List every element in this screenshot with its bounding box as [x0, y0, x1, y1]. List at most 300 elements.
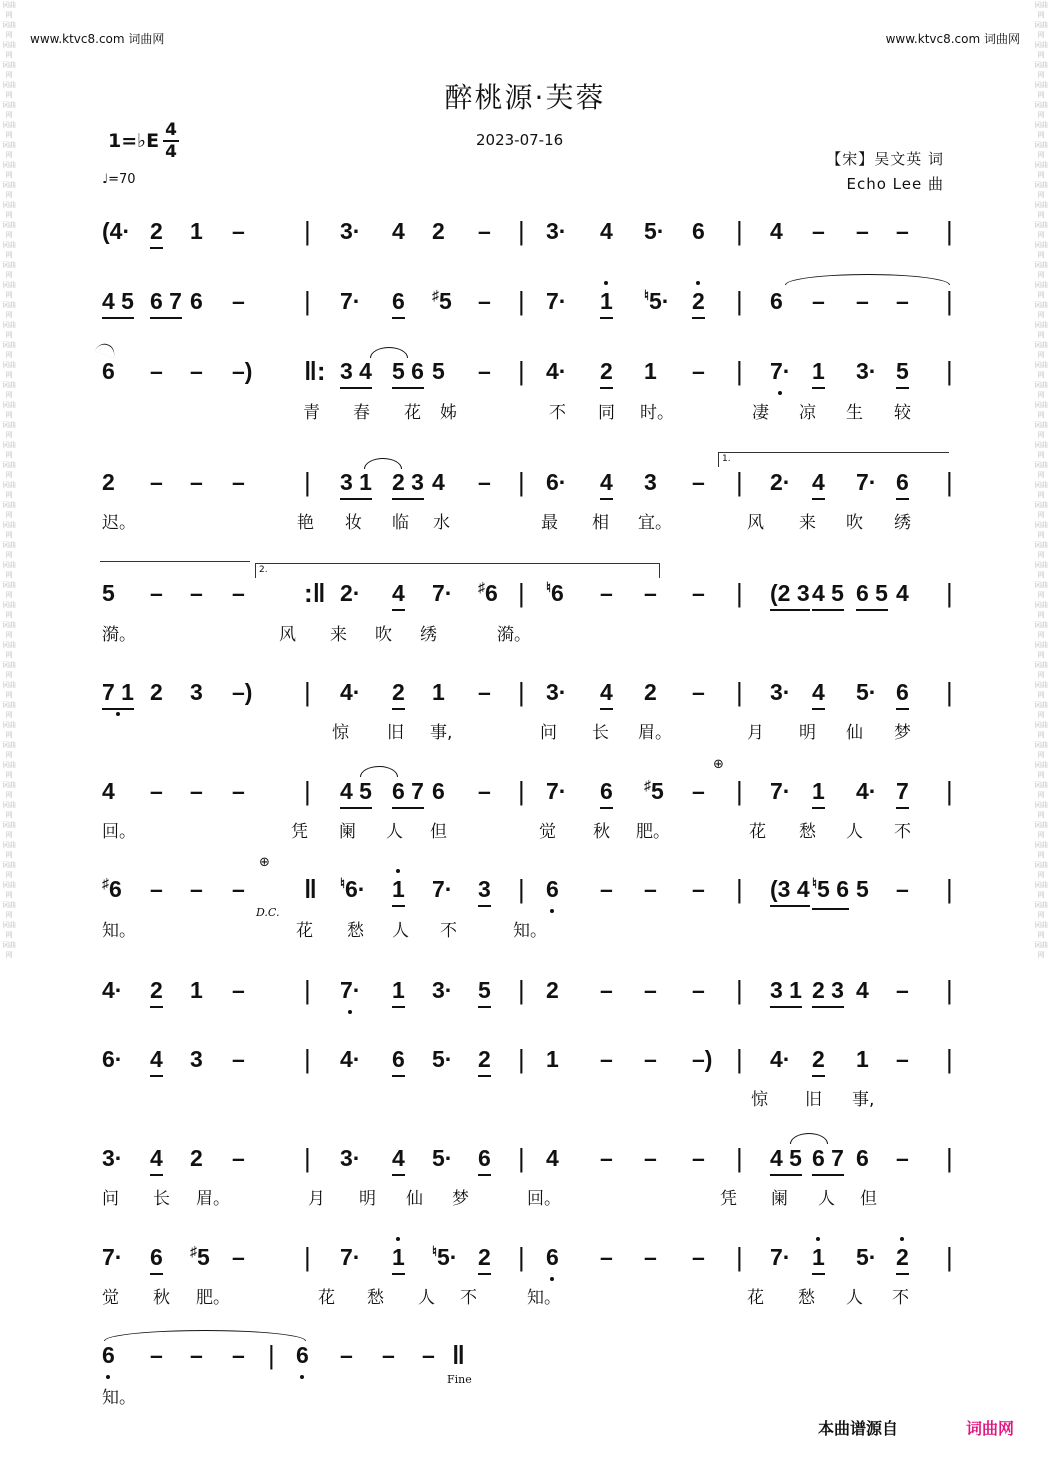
barline: |	[946, 356, 953, 386]
note: 3·	[770, 679, 791, 705]
lyric-syllable: 愁	[367, 1288, 384, 1308]
lyric-syllable: 艳	[297, 513, 314, 533]
note: 2	[150, 679, 163, 705]
note: –	[232, 1244, 245, 1270]
barline: |	[304, 776, 311, 806]
lyric-syllable: 临	[392, 513, 409, 533]
note: 4·	[770, 1046, 791, 1072]
barline: |	[304, 1242, 311, 1272]
site-link-left[interactable]: www.ktvc8.com 词曲网	[30, 32, 165, 46]
note: 2	[102, 469, 115, 495]
lyric-line	[0, 398, 1050, 422]
note: 5 6	[392, 356, 424, 386]
note: –	[644, 580, 657, 606]
barline: |	[736, 467, 743, 497]
note: 3·	[432, 977, 453, 1003]
note: –	[896, 288, 909, 314]
barline: |	[736, 776, 743, 806]
lyric-syllable: 问	[540, 723, 557, 743]
lyric-syllable: 不	[892, 1288, 909, 1308]
note: 2·	[340, 580, 361, 606]
note: 2	[478, 1044, 491, 1074]
note: 6	[296, 1340, 309, 1370]
note: 2	[600, 356, 613, 386]
first-ending-line	[100, 561, 250, 562]
note: –	[232, 1145, 245, 1171]
barline: :‖	[304, 578, 326, 608]
lyric-syllable: 事,	[852, 1090, 875, 1110]
note: 3·	[546, 218, 567, 244]
barline: |	[304, 286, 311, 316]
note: 7·	[546, 778, 567, 804]
notation-row	[0, 467, 1050, 503]
note: ♯5	[190, 1243, 210, 1270]
lyric-syllable: 最	[541, 513, 558, 533]
lyric-syllable: 愁	[798, 1288, 815, 1308]
note: –	[600, 876, 613, 902]
note: 5·	[432, 1145, 453, 1171]
slur	[360, 766, 398, 777]
lyric-line	[0, 1085, 1050, 1109]
note: –	[232, 876, 245, 902]
slur	[364, 458, 402, 469]
note: 1	[392, 874, 405, 904]
lyric-syllable: 凭	[720, 1189, 737, 1209]
lyric-syllable: 来	[330, 625, 347, 645]
note: 6	[896, 467, 909, 497]
lyric-syllable: 眉。	[196, 1189, 230, 1209]
note: –)	[232, 358, 253, 384]
lyric-syllable: 迟。	[102, 513, 136, 533]
source-label: 本曲谱源自	[818, 1419, 899, 1438]
lyric-syllable: 知。	[527, 1288, 561, 1308]
lyric-syllable: 花	[296, 921, 313, 941]
note: 4	[812, 467, 825, 497]
composer-credit: Echo Lee 曲	[846, 175, 944, 193]
note: ♮5 6	[812, 874, 849, 907]
notation-row	[0, 1143, 1050, 1179]
lyric-syllable: 明	[359, 1189, 376, 1209]
note: –	[190, 876, 203, 902]
note: –	[600, 1145, 613, 1171]
lyric-syllable: 愁	[347, 921, 364, 941]
note: 7·	[770, 778, 791, 804]
note: 2	[150, 216, 163, 246]
note: 1	[392, 1242, 405, 1272]
note: 4 5	[770, 1143, 802, 1173]
lyric-syllable: 妆	[345, 513, 362, 533]
lyric-syllable: 漪。	[102, 625, 136, 645]
note: 7·	[770, 356, 790, 386]
note: 3 1	[340, 467, 372, 497]
lyric-syllable: 凄	[752, 403, 769, 423]
lyric-syllable: 肥。	[636, 822, 670, 842]
note: –	[896, 218, 909, 244]
note: 5	[896, 356, 909, 386]
lyric-syllable: 肥。	[196, 1288, 230, 1308]
lyric-syllable: 人	[418, 1288, 435, 1308]
barline: |	[518, 874, 525, 904]
note: 6	[600, 776, 613, 806]
note: 2 3	[812, 975, 844, 1005]
note: 4·	[856, 778, 877, 804]
note: –	[856, 288, 869, 314]
lyric-syllable: 长	[153, 1189, 170, 1209]
barline: |	[736, 578, 743, 608]
note: (3 4	[770, 874, 810, 904]
note: 3·	[856, 358, 877, 384]
barline: |	[946, 578, 953, 608]
lyric-syllable: 人	[386, 822, 403, 842]
lyric-syllable: 阑	[771, 1189, 788, 1209]
note: –	[232, 288, 245, 314]
barline: |	[304, 1044, 311, 1074]
notation-row	[0, 1242, 1050, 1278]
note: 2	[644, 679, 657, 705]
site-link-right[interactable]: www.ktvc8.com 词曲网	[885, 32, 1020, 46]
coda-symbol: ⊕	[713, 757, 724, 772]
tie	[104, 1330, 306, 1341]
barline: |	[736, 216, 743, 246]
lyric-syllable: 月	[308, 1189, 325, 1209]
lyric-syllable: 人	[392, 921, 409, 941]
note: 3	[478, 874, 491, 904]
note: 6 7	[812, 1143, 844, 1173]
barline: |	[518, 578, 525, 608]
note: –	[232, 1046, 245, 1072]
barline: |	[304, 975, 311, 1005]
note: 7·	[432, 580, 453, 606]
watermark-left: 词曲网 词曲网 词曲网 词曲网 词曲网 词曲网 词曲网 词曲网 词曲网 词曲网 词曲网 词曲网 词曲网 词曲网 词曲网 词曲网 词曲网 词曲网 词曲网 词曲网 词曲网 词曲网 词曲网 词曲网 词曲网 词曲网 词曲网 词曲网 词曲网 词曲网 词曲网 词曲网 词曲网 词曲网 词曲网 词曲网 词曲网 词曲网 词曲网 词曲网 词曲网 词曲网 词曲网 词曲网 词曲网 词曲网 词曲网 词曲网	[2, 1, 16, 959]
note: –	[150, 358, 163, 384]
barline: |	[304, 216, 311, 246]
note: (2 3	[770, 578, 810, 608]
lyric-syllable: 人	[846, 822, 863, 842]
lyric-syllable: 来	[799, 513, 816, 533]
note: –	[896, 1145, 909, 1171]
note: 1	[812, 1242, 825, 1272]
barline: |	[946, 216, 953, 246]
note: 5	[856, 876, 869, 902]
lyric-syllable: 春	[353, 403, 370, 423]
lyric-syllable: 秋	[153, 1288, 170, 1308]
note: 2 3	[392, 467, 424, 497]
note: –	[812, 218, 825, 244]
note: 1	[190, 218, 203, 244]
lyric-syllable: 吹	[846, 513, 863, 533]
barline: |	[518, 467, 525, 497]
time-signature-bottom: 4	[163, 140, 179, 162]
note: 3·	[340, 1145, 361, 1171]
note: 6 7	[392, 776, 424, 806]
lyric-syllable: 不	[549, 403, 566, 423]
note: –	[478, 358, 491, 384]
note: –	[692, 580, 705, 606]
note: 6	[190, 288, 203, 314]
barline: |	[946, 1143, 953, 1173]
lyric-syllable: 风	[279, 625, 296, 645]
note: 3	[190, 679, 203, 705]
note: 4	[896, 580, 909, 606]
watermark-right: 词曲网 词曲网 词曲网 词曲网 词曲网 词曲网 词曲网 词曲网 词曲网 词曲网 词曲网 词曲网 词曲网 词曲网 词曲网 词曲网 词曲网 词曲网 词曲网 词曲网 词曲网 词曲网 词曲网 词曲网 词曲网 词曲网 词曲网 词曲网 词曲网 词曲网 词曲网 词曲网 词曲网 词曲网 词曲网 词曲网 词曲网 词曲网 词曲网 词曲网 词曲网 词曲网 词曲网 词曲网 词曲网 词曲网 词曲网 词曲网	[1034, 1, 1048, 959]
note: –)	[692, 1046, 713, 1072]
lyric-syllable: 知。	[102, 921, 136, 941]
lyric-syllable: 梦	[452, 1189, 469, 1209]
lyric-line	[0, 916, 1050, 940]
barline: |	[736, 286, 743, 316]
lyric-syllable: 知。	[513, 921, 547, 941]
note: –	[896, 977, 909, 1003]
fine-marking: Fine	[447, 1373, 472, 1386]
lyric-syllable: 风	[747, 513, 764, 533]
lyric-syllable: 仙	[846, 723, 863, 743]
notation-row	[0, 776, 1050, 812]
note: 3·	[546, 679, 567, 705]
lyric-line	[0, 1184, 1050, 1208]
note: 2	[392, 677, 405, 707]
note: 1	[812, 776, 825, 806]
note: 4	[150, 1044, 163, 1074]
note: 6	[770, 288, 783, 314]
barline: |	[946, 286, 953, 316]
note: 6	[856, 1145, 869, 1171]
barline: |	[946, 467, 953, 497]
note: 5·	[644, 218, 665, 244]
lyric-syllable: 月	[747, 723, 764, 743]
lyric-syllable: 觉	[539, 822, 556, 842]
note: 1	[190, 977, 203, 1003]
lyric-syllable: 仙	[406, 1189, 423, 1209]
barline: |	[736, 975, 743, 1005]
note: 5	[102, 580, 115, 606]
dc-marking: D.C.	[256, 906, 280, 919]
note: –	[190, 358, 203, 384]
notation-row	[0, 975, 1050, 1011]
source-brand-link[interactable]: 词曲网	[966, 1419, 1015, 1438]
time-signature-top: 4	[165, 120, 177, 140]
barline: |	[518, 1242, 525, 1272]
note: –	[478, 778, 491, 804]
note: 2	[190, 1145, 203, 1171]
lyric-syllable: 凉	[799, 403, 816, 423]
barline: |	[736, 874, 743, 904]
note: –	[644, 1145, 657, 1171]
note: –	[150, 1342, 163, 1368]
key-signature: 1=♭E	[108, 130, 160, 152]
lyric-syllable: 觉	[102, 1288, 119, 1308]
barline: |	[518, 1143, 525, 1173]
note: 3·	[102, 1145, 123, 1171]
notation-row	[0, 356, 1050, 392]
barline: |	[736, 356, 743, 386]
note: 4·	[340, 679, 361, 705]
lyric-syllable: 青	[303, 403, 320, 423]
lyric-syllable: 秋	[593, 822, 610, 842]
note: 3 1	[770, 975, 802, 1005]
lyric-syllable: 花	[318, 1288, 335, 1308]
note: 4	[392, 218, 405, 244]
note: –	[150, 778, 163, 804]
note: 7·	[340, 288, 361, 314]
note: 4·	[102, 977, 123, 1003]
note: 4	[770, 218, 783, 244]
note: 6	[102, 1340, 115, 1370]
note: 1	[392, 975, 405, 1005]
note: 4·	[546, 358, 567, 384]
barline: |	[736, 1242, 743, 1272]
barline: |	[946, 776, 953, 806]
note: 4	[600, 677, 613, 707]
note: 1	[600, 286, 613, 316]
lyric-syllable: 花	[747, 1288, 764, 1308]
note: –	[150, 469, 163, 495]
lyric-syllable: 明	[799, 723, 816, 743]
note: 6	[692, 218, 705, 244]
date-label: 2023-07-16	[476, 131, 564, 149]
lyric-syllable: 长	[592, 723, 609, 743]
barline: |	[946, 677, 953, 707]
barline: |	[736, 1044, 743, 1074]
note: 5·	[432, 1046, 453, 1072]
lyric-syllable: 但	[860, 1189, 877, 1209]
notation-row	[0, 216, 1050, 252]
note: 1	[812, 356, 825, 386]
barline: ‖	[452, 1340, 465, 1370]
note: 5·	[856, 679, 877, 705]
note: 6	[896, 677, 909, 707]
note: 4 5	[340, 776, 372, 806]
barline: |	[518, 286, 525, 316]
note: 2	[150, 975, 163, 1005]
note: ♮5·	[432, 1243, 458, 1270]
lyric-syllable: 人	[818, 1189, 835, 1209]
note: 2	[896, 1242, 909, 1272]
note: 4	[102, 778, 115, 804]
note: –	[692, 876, 705, 902]
lyric-syllable: 人	[846, 1288, 863, 1308]
notation-row	[0, 1340, 1050, 1376]
note: –	[692, 1244, 705, 1270]
note: –	[600, 580, 613, 606]
note: ♯5	[644, 777, 664, 804]
note: ♯6	[102, 875, 122, 902]
note: –	[692, 778, 705, 804]
second-ending-bracket: 2.	[255, 563, 660, 578]
lyric-line	[0, 620, 1050, 644]
note: –)	[232, 679, 253, 705]
note: ♮5·	[644, 287, 670, 314]
note: –	[382, 1342, 395, 1368]
note: 7·	[340, 1244, 361, 1270]
note: –	[896, 876, 909, 902]
lyric-line	[0, 1283, 1050, 1307]
note: 4	[600, 467, 613, 497]
note: 5·	[856, 1244, 877, 1270]
barline: ‖:	[304, 356, 326, 386]
note: –	[644, 977, 657, 1003]
first-ending-bracket: 1.	[718, 452, 949, 467]
note: –	[692, 469, 705, 495]
note: 4·	[340, 1046, 361, 1072]
note: –	[232, 469, 245, 495]
note: (4·	[102, 218, 131, 244]
note: 4	[392, 1143, 405, 1173]
lyric-syllable: 不	[894, 822, 911, 842]
lyric-syllable: 花	[749, 822, 766, 842]
note: 2	[546, 977, 559, 1003]
lyric-syllable: 旧	[805, 1090, 822, 1110]
barline: |	[946, 975, 953, 1005]
lyric-syllable: 阑	[339, 822, 356, 842]
notation-row	[0, 578, 1050, 614]
barline: |	[518, 677, 525, 707]
barline: |	[946, 874, 953, 904]
note: –	[232, 778, 245, 804]
note: 7·	[546, 288, 567, 314]
note: ♮6	[546, 579, 564, 606]
lyric-syllable: 姊	[440, 403, 457, 423]
note: 6 5	[856, 578, 888, 608]
lyric-line	[0, 1383, 1050, 1407]
note: –	[692, 1145, 705, 1171]
note: –	[812, 288, 825, 314]
note: 1	[644, 358, 657, 384]
barline: |	[946, 1242, 953, 1272]
note: 6·	[546, 469, 567, 495]
lyric-syllable: 凭	[291, 822, 308, 842]
note: 4	[432, 469, 445, 495]
note: –	[692, 679, 705, 705]
note: 2	[478, 1242, 491, 1272]
note: 6	[432, 778, 445, 804]
note: –	[896, 1046, 909, 1072]
note: –	[232, 1342, 245, 1368]
note: –	[232, 218, 245, 244]
note: 1	[546, 1046, 559, 1072]
note: –	[478, 679, 491, 705]
lyric-syllable: 宜。	[638, 513, 672, 533]
note: 2·	[770, 469, 791, 495]
note: ♯6	[478, 579, 498, 606]
lyric-line	[0, 718, 1050, 742]
note: 4 5	[102, 286, 134, 316]
barline: |	[304, 1143, 311, 1173]
lyric-syllable: 回。	[527, 1189, 561, 1209]
note: 4 5	[812, 578, 844, 608]
lyric-syllable: 但	[430, 822, 447, 842]
note: 3	[644, 469, 657, 495]
barline: |	[518, 1044, 525, 1074]
barline: |	[518, 776, 525, 806]
note: 4	[812, 677, 825, 707]
note: 6	[102, 358, 115, 384]
note: 7·	[340, 975, 360, 1005]
note: –	[478, 218, 491, 244]
note: 6	[150, 1242, 163, 1272]
note: –	[692, 358, 705, 384]
lyric-syllable: 不	[440, 921, 457, 941]
note: –	[644, 1244, 657, 1270]
note: –	[856, 218, 869, 244]
note: 1	[432, 679, 445, 705]
tie	[785, 274, 950, 285]
barline: |	[268, 1340, 275, 1370]
coda-symbol: ⊕	[259, 855, 270, 870]
note: –	[600, 1046, 613, 1072]
lyric-syllable: 回。	[102, 822, 136, 842]
barline: |	[736, 677, 743, 707]
barline: |	[518, 356, 525, 386]
